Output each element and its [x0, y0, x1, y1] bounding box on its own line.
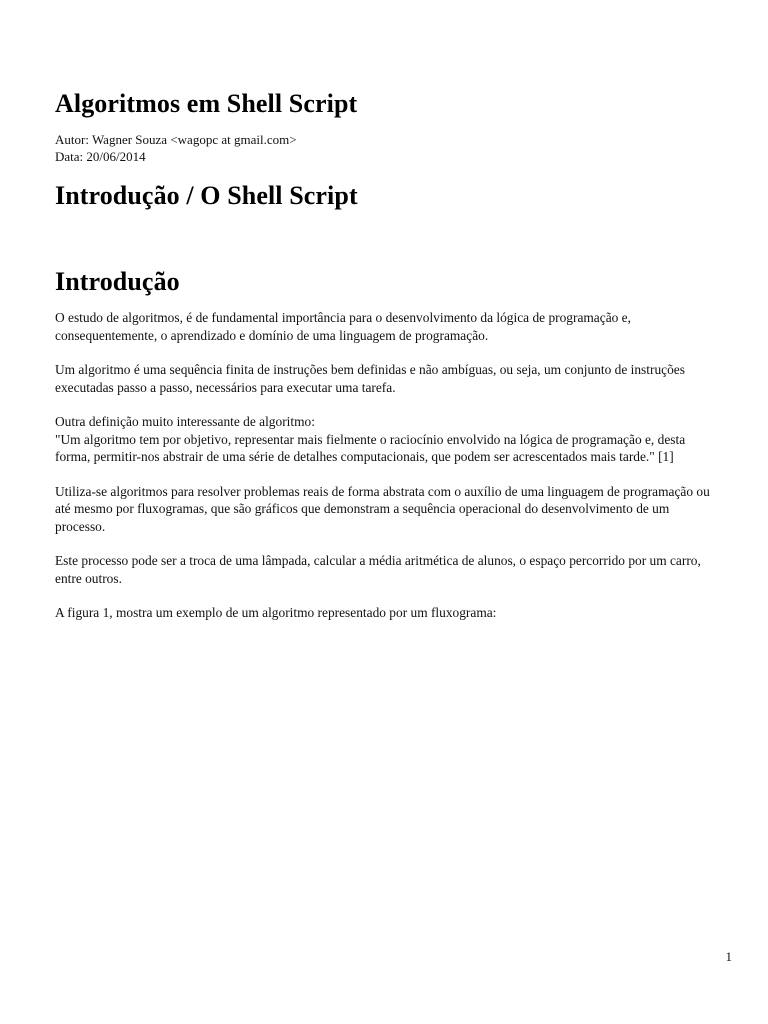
page-content — [55, 86, 720, 622]
page-number: 1 — [725, 949, 732, 964]
date-line: Data: 20/06/2014 — [55, 149, 146, 164]
document-title: Algoritmos em Shell Script — [55, 89, 358, 118]
paragraph-3: Outra definição muito interessante de algoritmo: — [55, 414, 315, 429]
paragraph-5: Utiliza-se algoritmos para resolver problemas reais de forma abstrata com o auxílio de uma linguagem de programação ou até mesmo por fluxogramas, que são gráficos que demonstram a sequência operacional do desenvolvimento de um processo. — [55, 483, 710, 534]
paragraph-2: Um algoritmo é uma sequência finita de instruções bem definidas e não ambíguas, ou seja, um conjunto de instruções executadas passo a passo, necessários para executar uma tarefa. — [55, 362, 685, 395]
section-heading: Introdução / O Shell Script — [55, 181, 358, 210]
quote-paragraph: "Um algoritmo tem por objetivo, representar mais fielmente o raciocínio envolvido na lógica de programação e, desta forma, permitir-nos abstrair de uma série de detalhes computacionais, que podem ser acrescentados mais tarde." [1] — [55, 431, 686, 464]
author-line: Autor: Wagner Souza <wagopc at gmail.com> — [55, 132, 297, 147]
document-meta — [55, 131, 720, 165]
paragraph-6: Este processo pode ser a troca de uma lâmpada, calcular a média aritmética de alunos, o espaço percorrido por um carro, entre outros. — [55, 553, 701, 586]
paragraph-1: O estudo de algoritmos, é de fundamental importância para o desenvolvimento da lógica de programação e, consequentemente, o aprendizado e domínio de uma linguagem de programação. — [55, 310, 631, 343]
subsection-heading: Introdução — [55, 267, 180, 296]
paragraph-7: A figura 1, mostra um exemplo de um algoritmo representado por um fluxograma: — [55, 605, 497, 620]
